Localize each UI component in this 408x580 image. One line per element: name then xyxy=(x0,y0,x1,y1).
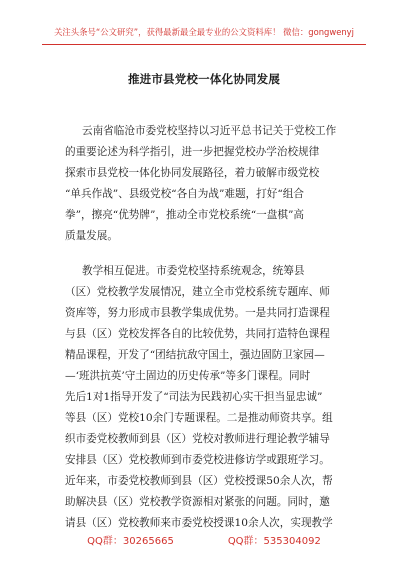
paragraph-line: 与县（区）党校发挥各自的比较优势，共同打造特色课程 xyxy=(65,328,330,340)
paragraph-line: 织市委党校教师到县（区）党校对教师进行理论教学辅导 xyxy=(65,433,330,445)
paragraph-line: 等县（区）党校10余门专题课程。二是推动师资共享。组 xyxy=(65,412,333,424)
paragraph-line: 助解决县（区）党校教学资源相对紧张的问题。同时，邀 xyxy=(65,496,330,508)
paragraph-line: 精品课程，开发了“团结抗敌守国土，强边固防卫家园— xyxy=(65,349,325,361)
document-title: 推进市县党校一体化协同发展 xyxy=(127,72,281,86)
header-divider xyxy=(42,44,366,45)
paragraph-line: 的重要论述为科学指引，进一步把握党校办学治校规律 xyxy=(65,146,320,158)
paragraph-line: 近年来，市委党校教师到县（区）党校授课50余人次，帮 xyxy=(65,475,333,487)
paragraph-line: 探索市县党校一体化协同发展路径，着力破解市级党校 xyxy=(65,167,320,179)
paragraph-line: 质量发展。 xyxy=(65,230,118,242)
footer-qq-right: QQ群：535304092 xyxy=(227,536,321,547)
paragraph-line: 资库等，努力形成市县教学集成优势。一是共同打造课程 xyxy=(65,307,330,319)
paragraph-line: （区）党校教学发展情况，建立全市党校系统专题库、师 xyxy=(65,286,330,298)
footer-qq-left: QQ群：30265665 xyxy=(87,536,174,547)
paragraph-line: 拳”，擦亮“优势牌”，推动全市党校系统“一盘棋”高 xyxy=(65,209,304,221)
header-banner: 关注头条号“公文研究”，获得最新最全最专业的公文资料库！ 微信：gongwenyj xyxy=(54,27,354,37)
paragraph-line: 云南省临沧市委党校坚持以习近平总书记关于党校工作 xyxy=(82,125,337,137)
paragraph-line: “单兵作战”、县级党校“各自为战”难题，打好“组合 xyxy=(65,188,304,200)
paragraph-line: 教学相互促进。市委党校坚持系统观念，统筹县 xyxy=(82,265,305,277)
footer-contact xyxy=(0,532,408,547)
paragraph-line: 安排县（区）党校教师到市委党校进修访学或跟班学习。 xyxy=(65,454,330,466)
paragraph-line: 先后1对1指导开发了“司法为民践初心实干担当显忠诚” xyxy=(65,391,323,403)
paragraph-line: 请县（区）党校教师来市委党校授课10余人次，实现教学 xyxy=(65,517,333,529)
paragraph-line: —‘班洪抗英’守土固边的历史传承”等多门课程。同时 xyxy=(65,370,311,382)
